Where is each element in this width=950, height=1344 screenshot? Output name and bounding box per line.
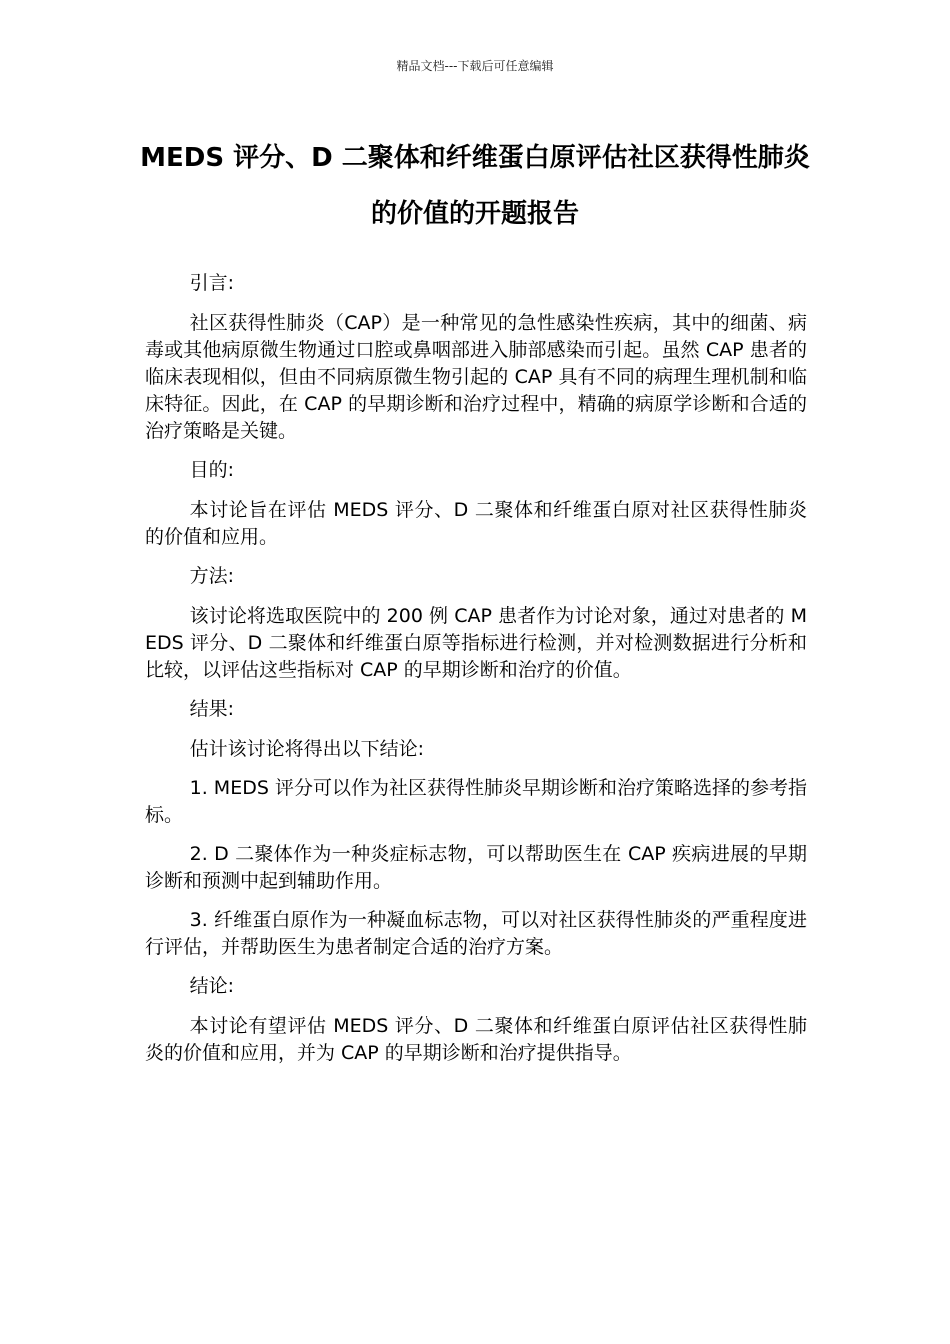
conclusion-heading: 结论: — [189, 975, 235, 997]
method-paragraph: 该讨论将选取医院中的 200 例 CAP 患者作为讨论对象，通过对患者的 MEDS 评分、D 二聚体和纤维蛋白原等指标进行检测，并对检测数据进行分析和比较，以评估这些指标对 CAP 的早期诊断和治疗的价值。 — [145, 605, 807, 681]
result-item-3: 3. 纤维蛋白原作为一种凝血标志物，可以对社区获得性肺炎的严重程度进行评估，并帮助医生为患者制定合适的治疗方案。 — [145, 909, 807, 958]
result-item-2: 2. D 二聚体作为一种炎症标志物，可以帮助医生在 CAP 疾病进展的早期诊断和预测中起到辅助作用。 — [145, 843, 807, 892]
intro-paragraph: 社区获得性肺炎（CAP）是一种常见的急性感染性疾病，其中的细菌、病毒或其他病原微生物通过口腔或鼻咽部进入肺部感染而引起。虽然 CAP 患者的临床表现相似，但由不同病原微生物引起的 CAP 具有不同的病理生理机制和临床特征。因此，在 CAP 的早期诊断和治疗过程中，精确的病原学诊断和合适的治疗策略是关键。 — [145, 312, 807, 442]
results-intro: 估计该讨论将得出以下结论: — [189, 738, 425, 760]
page-header-watermark: 精品文档---下载后可任意编辑 — [396, 59, 554, 73]
document-title: MEDS 评分、D 二聚体和纤维蛋白原评估社区获得性肺炎的价值的开题报告 — [140, 143, 810, 229]
result-item-1: 1. MEDS 评分可以作为社区获得性肺炎早期诊断和治疗策略选择的参考指标。 — [145, 777, 807, 826]
purpose-heading: 目的: — [189, 459, 235, 481]
method-heading: 方法: — [189, 565, 235, 587]
intro-heading: 引言: — [189, 272, 235, 294]
purpose-paragraph: 本讨论旨在评估 MEDS 评分、D 二聚体和纤维蛋白原对社区获得性肺炎的价值和应用。 — [145, 499, 807, 548]
document-body — [145, 270, 807, 1079]
results-heading: 结果: — [189, 698, 235, 720]
conclusion-paragraph: 本讨论有望评估 MEDS 评分、D 二聚体和纤维蛋白原评估社区获得性肺炎的价值和应用，并为 CAP 的早期诊断和治疗提供指导。 — [145, 1015, 807, 1064]
